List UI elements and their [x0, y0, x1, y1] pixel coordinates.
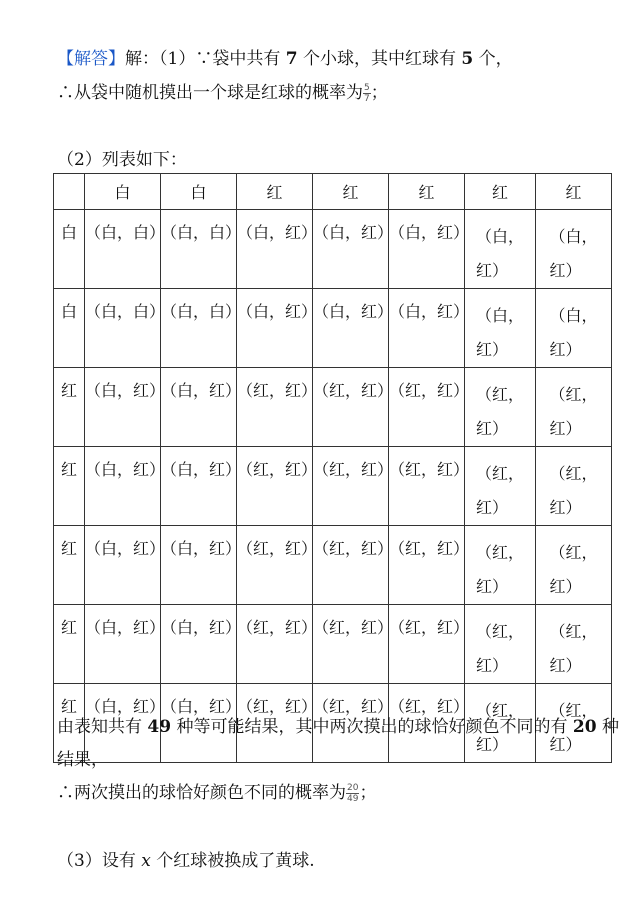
table-cell: （白，红）	[389, 210, 465, 289]
table-cell: （红，红）	[313, 447, 389, 526]
table-cell: （红，红）	[237, 526, 313, 605]
table-cell: （红，红）	[313, 605, 389, 684]
table-cell: （红，红）	[389, 447, 465, 526]
table-cell: （白，红）	[85, 447, 161, 526]
table-cell: （白，红）	[161, 526, 237, 605]
table-cell: （红，红）	[313, 526, 389, 605]
row-label: 白	[54, 289, 85, 368]
header-cell: 白	[161, 174, 237, 210]
table-cell: （白，红）	[161, 684, 237, 763]
table-cell: （白，红）	[161, 368, 237, 447]
table-cell: （红，红）	[536, 605, 612, 684]
table-cell: （白，红）	[237, 289, 313, 368]
table-cell: （红，红）	[313, 684, 389, 763]
table-cell: （红，红）	[536, 447, 612, 526]
table-cell: （白，红）	[536, 289, 612, 368]
header-cell: 红	[389, 174, 465, 210]
table-cell: （红，红）	[465, 684, 536, 763]
answer-line-6: ∴两次摸出的球恰好颜色不同的概率为 $\frac{20}{49}$ ；	[57, 783, 377, 804]
table-cell: （红，红）	[389, 526, 465, 605]
table-cell: （白，红）	[465, 210, 536, 289]
header-cell	[54, 174, 85, 210]
table-cell: （白，白）	[85, 210, 161, 289]
table-cell: （白，白）	[85, 289, 161, 368]
table-cell: （红，红）	[465, 368, 536, 447]
row-label: 红	[54, 526, 85, 605]
table-cell: （红，红）	[389, 605, 465, 684]
table-cell: （白，红）	[85, 684, 161, 763]
section-2-heading: （2）列表如下：	[57, 150, 187, 170]
table-cell: （红，红）	[536, 684, 612, 763]
table-cell: （白，红）	[85, 368, 161, 447]
section-3-line: （3）设有 x 个红球被换成了黄球.	[57, 851, 315, 871]
table-cell: （红，红）	[465, 526, 536, 605]
answer-line-2: ∴从袋中随机摸出一个球是红球的概率为 $\frac{5}{7}$ ；	[57, 83, 388, 104]
table-cell: （白，红）	[85, 605, 161, 684]
table-cell: （白，红）	[237, 210, 313, 289]
table-cell: （红，红）	[536, 526, 612, 605]
row-label: 红	[54, 368, 85, 447]
table-row	[54, 210, 612, 289]
table-header-row	[54, 174, 612, 210]
table-row	[54, 526, 612, 605]
row-label: 红	[54, 447, 85, 526]
table-cell: （白，红）	[313, 289, 389, 368]
table-cell: （白，红）	[313, 210, 389, 289]
header-cell: 白	[85, 174, 161, 210]
row-label: 白	[54, 210, 85, 289]
answer-line-4: 由表知共有 49 种等可能结果，其中两次摸出的球恰好颜色不同的有 20 种	[57, 717, 619, 737]
probability-fraction-2: $\frac{20}{49}$	[347, 783, 359, 804]
table-cell: （白，红）	[161, 447, 237, 526]
table-cell: （白，白）	[161, 210, 237, 289]
table-cell: （红，红）	[465, 605, 536, 684]
table-cell: （红，红）	[237, 605, 313, 684]
header-cell: 红	[465, 174, 536, 210]
answer-line-1: 【解答】解：（1）∵袋中共有 7 个小球，其中红球有 5 个，	[57, 49, 513, 69]
row-label: 红	[54, 605, 85, 684]
answer-line-5: 结果，	[57, 750, 108, 770]
header-cell: 红	[313, 174, 389, 210]
header-cell: 红	[237, 174, 313, 210]
header-cell: 红	[536, 174, 612, 210]
table-row	[54, 605, 612, 684]
table-cell: （红，红）	[237, 368, 313, 447]
probability-fraction: $\frac{5}{7}$	[364, 83, 370, 104]
table-cell: （红，红）	[237, 684, 313, 763]
outcome-table	[53, 173, 612, 763]
table-cell: （红，红）	[389, 368, 465, 447]
table-cell: （红，红）	[536, 368, 612, 447]
table-cell: （红，红）	[389, 684, 465, 763]
table-cell: （白，红）	[536, 210, 612, 289]
table-cell: （白，红）	[85, 526, 161, 605]
table-row	[54, 368, 612, 447]
table-cell: （红，红）	[465, 447, 536, 526]
table-cell: （红，红）	[237, 447, 313, 526]
table-row	[54, 447, 612, 526]
table-cell: （红，红）	[313, 368, 389, 447]
table-cell: （白，白）	[161, 289, 237, 368]
table-row	[54, 289, 612, 368]
table-cell: （白，红）	[389, 289, 465, 368]
table-cell: （白，红）	[465, 289, 536, 368]
row-label: 红	[54, 684, 85, 763]
table-cell: （白，红）	[161, 605, 237, 684]
answer-tag: 【解答】	[57, 49, 125, 69]
